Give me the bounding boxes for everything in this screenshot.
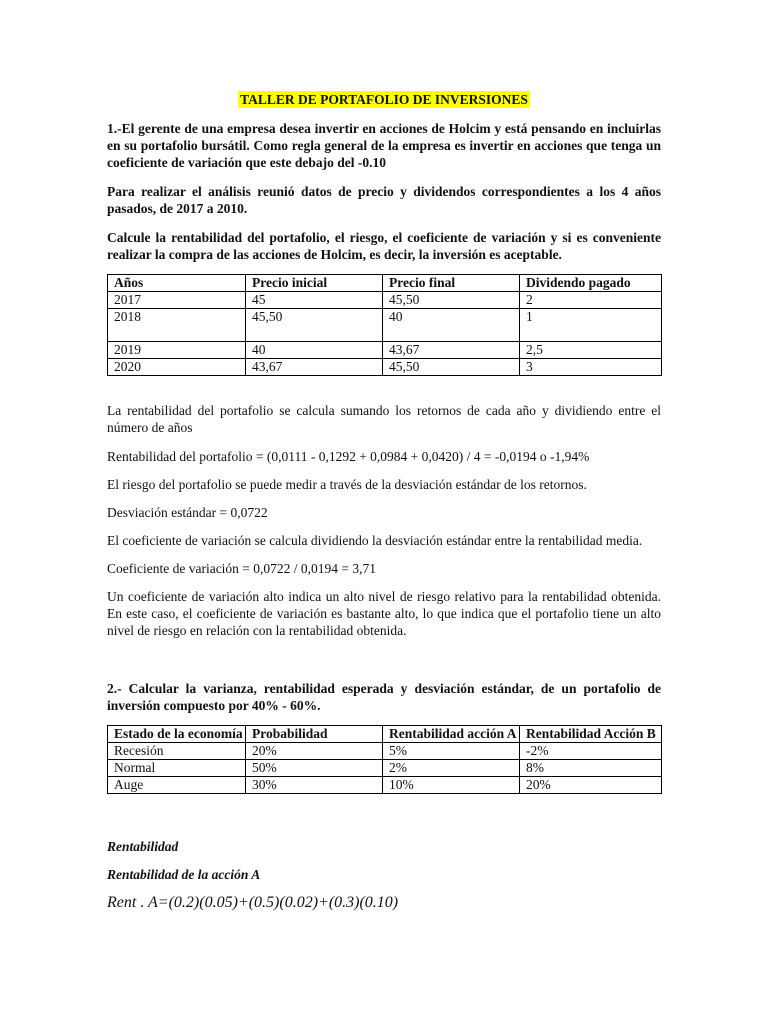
table-cell: 10% (383, 777, 520, 794)
q1-table-header (108, 275, 662, 292)
q1-header-cell: Precio inicial (246, 275, 383, 292)
rentabilidad-accion-a-heading: Rentabilidad de la acción A (107, 867, 261, 882)
table-cell: 45,50 (383, 292, 520, 309)
q1-header-cell: Precio final (383, 275, 520, 292)
table-row (108, 359, 662, 376)
q2-header-cell: Rentabilidad acción A (383, 726, 520, 743)
table-row (108, 309, 662, 342)
table-cell: 40 (383, 309, 520, 342)
table-cell: 43,67 (246, 359, 383, 376)
table-cell: 8% (520, 760, 662, 777)
q1-data-note: Para realizar el análisis reunió datos de precio y dividendos correspondientes a los 4 años pasados, de 2017 a 2010. (107, 184, 661, 217)
table-cell: 45 (246, 292, 383, 309)
q1-answer-p3: El riesgo del portafolio se puede medir a través de la desviación estándar de los retornos. (107, 477, 587, 492)
q1-answer-p1: La rentabilidad del portafolio se calcula sumando los retornos de cada año y dividiendo entre el número de años (107, 403, 661, 436)
q1-task: Calcule la rentabilidad del portafolio, el riesgo, el coeficiente de variación y si es conveniente realizar la compra de las acciones de Holcim, es decir, la inversión es aceptable. (107, 230, 661, 263)
rentabilidad-heading: Rentabilidad (107, 839, 179, 854)
table-cell: Auge (108, 777, 246, 794)
q1-answer-p6: Coeficiente de variación = 0,0722 / 0,0194 = 3,71 (107, 561, 377, 576)
table-cell: 50% (246, 760, 383, 777)
q2-header-cell: Estado de la economía (108, 726, 246, 743)
table-cell: 2% (383, 760, 520, 777)
q1-answer-p2: Rentabilidad del portafolio = (0,0111 - 0,1292 + 0,0984 + 0,0420) / 4 = -0,0194 o -1,94% (107, 449, 590, 464)
table-cell: 1 (520, 309, 662, 342)
q1-answer-p7: Un coeficiente de variación alto indica un alto nivel de riesgo relativo para la rentabilidad obtenida. En este caso, el coeficiente de variación es bastante alto, lo que indica que el portafolio tiene un alto nivel de riesgo en relación con la rentabilidad obtenida. (107, 589, 661, 639)
table-cell: 45,50 (246, 309, 383, 342)
table-row (108, 342, 662, 359)
table-row (108, 760, 662, 777)
table-cell: 40 (246, 342, 383, 359)
table-row (108, 743, 662, 760)
table-cell: 20% (246, 743, 383, 760)
table-cell: 20% (520, 777, 662, 794)
table-cell: 2017 (108, 292, 246, 309)
table-cell: 2 (520, 292, 662, 309)
q2-header-cell: Probabilidad (246, 726, 383, 743)
table-cell: Normal (108, 760, 246, 777)
table-cell: 45,50 (383, 359, 520, 376)
q1-header-cell: Años (108, 275, 246, 292)
document-title: TALLER DE PORTAFOLIO DE INVERSIONES (240, 92, 528, 107)
table-cell: 43,67 (383, 342, 520, 359)
table-cell: -2% (520, 743, 662, 760)
table-row (108, 292, 662, 309)
q2-intro: 2.- Calcular la varianza, rentabilidad esperada y desviación estándar, de un portafolio de inversión compuesto por 40% - 60%. (107, 681, 661, 714)
q1-answer-p5: El coeficiente de variación se calcula dividiendo la desviación estándar entre la rentabilidad media. (107, 533, 643, 548)
table-cell: Recesión (108, 743, 246, 760)
q1-intro: 1.-El gerente de una empresa desea invertir en acciones de Holcim y está pensando en incluirlas en su portafolio bursátil. Como regla general de la empresa es invertir en acciones que tenga un coeficiente de variación que este debajo del -0.10 (107, 121, 661, 171)
q1-header-cell: Dividendo pagado (520, 275, 662, 292)
table-cell: 2019 (108, 342, 246, 359)
q1-table (107, 274, 662, 376)
table-cell: 5% (383, 743, 520, 760)
rent-a-formula: Rent . A=(0.2)(0.05)+(0.5)(0.02)+(0.3)(0.10) (107, 894, 399, 911)
table-cell: 2,5 (520, 342, 662, 359)
table-cell: 2018 (108, 309, 246, 342)
table-row (108, 777, 662, 794)
q2-header-cell: Rentabilidad Acción B (520, 726, 662, 743)
table-cell: 2020 (108, 359, 246, 376)
table-cell: 3 (520, 359, 662, 376)
title-block (0, 91, 768, 109)
q2-table-header (108, 726, 662, 743)
q1-answer-p4: Desviación estándar = 0,0722 (107, 505, 268, 520)
table-cell: 30% (246, 777, 383, 794)
q2-table (107, 725, 662, 794)
